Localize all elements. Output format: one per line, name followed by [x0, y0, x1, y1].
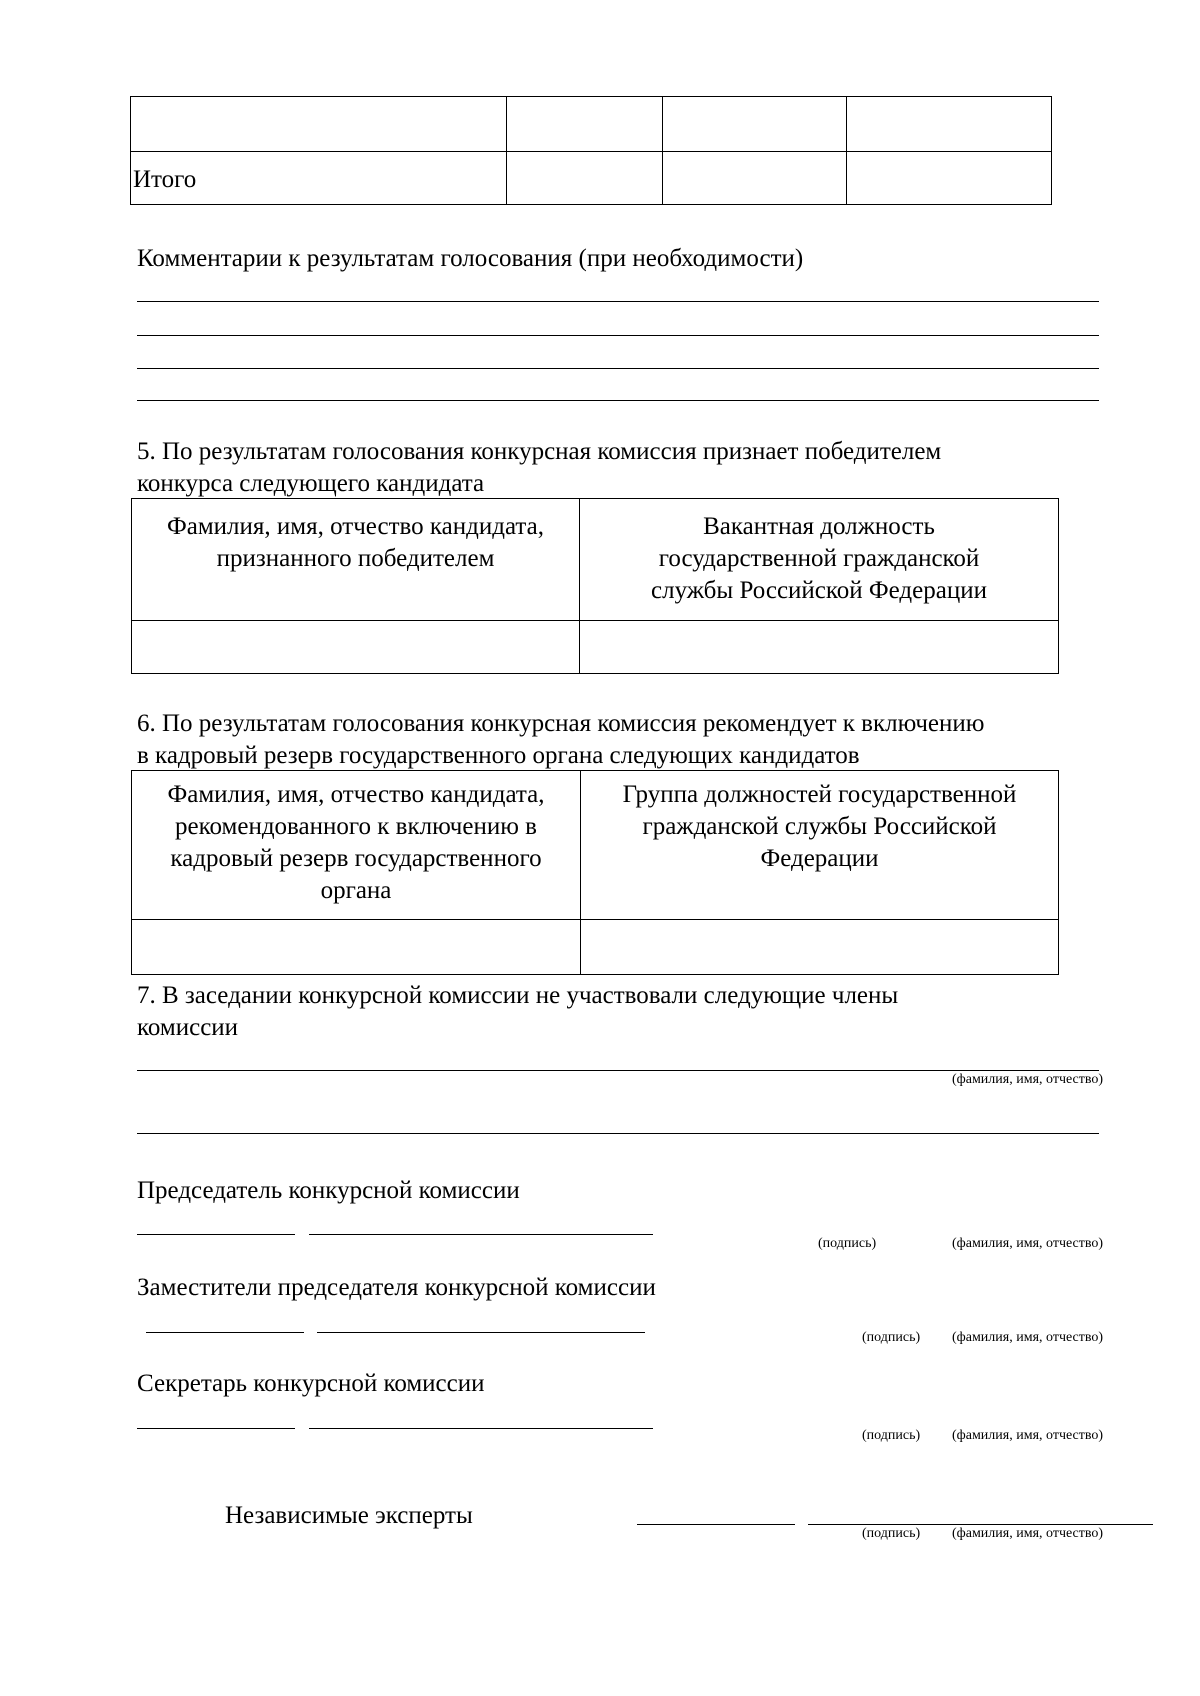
results-cell: [663, 152, 847, 205]
chairman-name-caption: (фамилия, имя, отчество): [952, 1236, 1104, 1251]
reserve-group-cell: [581, 920, 1059, 975]
comment-line: [137, 368, 1099, 369]
section5-title-line1: 5. По результатам голосования конкурсная комиссия признает победителем: [137, 438, 942, 465]
winner-header-name: Фамилия, имя, отчество кандидата, признанного победителем: [132, 499, 580, 621]
absent-member-caption: (фамилия, имя, отчество): [952, 1072, 1104, 1087]
absent-member-line: [137, 1133, 1099, 1134]
comment-line: [137, 301, 1099, 302]
deputies-label: Заместители председателя конкурсной комиссии: [137, 1274, 656, 1301]
experts-signature-line: [637, 1524, 795, 1525]
results-cell: [847, 97, 1052, 152]
deputies-signature-line: [146, 1332, 304, 1333]
secretary-name-line: [309, 1428, 653, 1429]
secretary-sign-caption: (подпись): [862, 1428, 921, 1443]
secretary-label: Секретарь конкурсной комиссии: [137, 1370, 485, 1397]
section5-title-line2: конкурса следующего кандидата: [137, 470, 485, 497]
results-cell: [663, 97, 847, 152]
experts-sign-caption: (подпись): [862, 1526, 921, 1541]
experts-name-caption: (фамилия, имя, отчество): [952, 1526, 1104, 1541]
experts-name-line: [808, 1524, 1153, 1525]
experts-label: Независимые эксперты: [225, 1502, 473, 1529]
chairman-label: Председатель конкурсной комиссии: [137, 1177, 520, 1204]
chairman-sign-caption: (подпись): [818, 1236, 877, 1251]
absent-member-line: [137, 1070, 1099, 1071]
deputies-name-line: [317, 1332, 645, 1333]
winner-header-position: Вакантная должность государственной гражданской службы Российской Федерации: [580, 499, 1059, 621]
section6-title-line2: в кадровый резерв государственного органа следующих кандидатов: [137, 742, 860, 769]
reserve-header-name: Фамилия, имя, отчество кандидата, рекомендованного к включению в кадровый резерв государственного органа: [132, 771, 581, 920]
section6-title-line1: 6. По результатам голосования конкурсная комиссия рекомендует к включению: [137, 710, 985, 737]
results-total-label: Итого: [131, 152, 507, 205]
results-cell: [507, 97, 663, 152]
deputies-name-caption: (фамилия, имя, отчество): [952, 1330, 1104, 1345]
deputies-sign-caption: (подпись): [862, 1330, 921, 1345]
results-table: [130, 96, 1052, 205]
chairman-name-line: [309, 1234, 653, 1235]
section7-title-line1: 7. В заседании конкурсной комиссии не участвовали следующие члены: [137, 982, 899, 1009]
reserve-header-group: Группа должностей государственной гражданской службы Российской Федерации: [581, 771, 1059, 920]
secretary-signature-line: [137, 1428, 295, 1429]
secretary-name-caption: (фамилия, имя, отчество): [952, 1428, 1104, 1443]
winner-table: [131, 498, 1059, 674]
chairman-signature-line: [137, 1234, 295, 1235]
winner-name-cell: [132, 621, 580, 674]
winner-position-cell: [580, 621, 1059, 674]
results-cell: [507, 152, 663, 205]
section7-title-line2: комиссии: [137, 1014, 239, 1041]
comment-line: [137, 335, 1099, 336]
results-cell: [847, 152, 1052, 205]
results-cell-name: [131, 97, 507, 152]
reserve-name-cell: [132, 920, 581, 975]
comment-line: [137, 400, 1099, 401]
reserve-table: [131, 770, 1059, 975]
comments-title: Комментарии к результатам голосования (при необходимости): [137, 245, 804, 272]
